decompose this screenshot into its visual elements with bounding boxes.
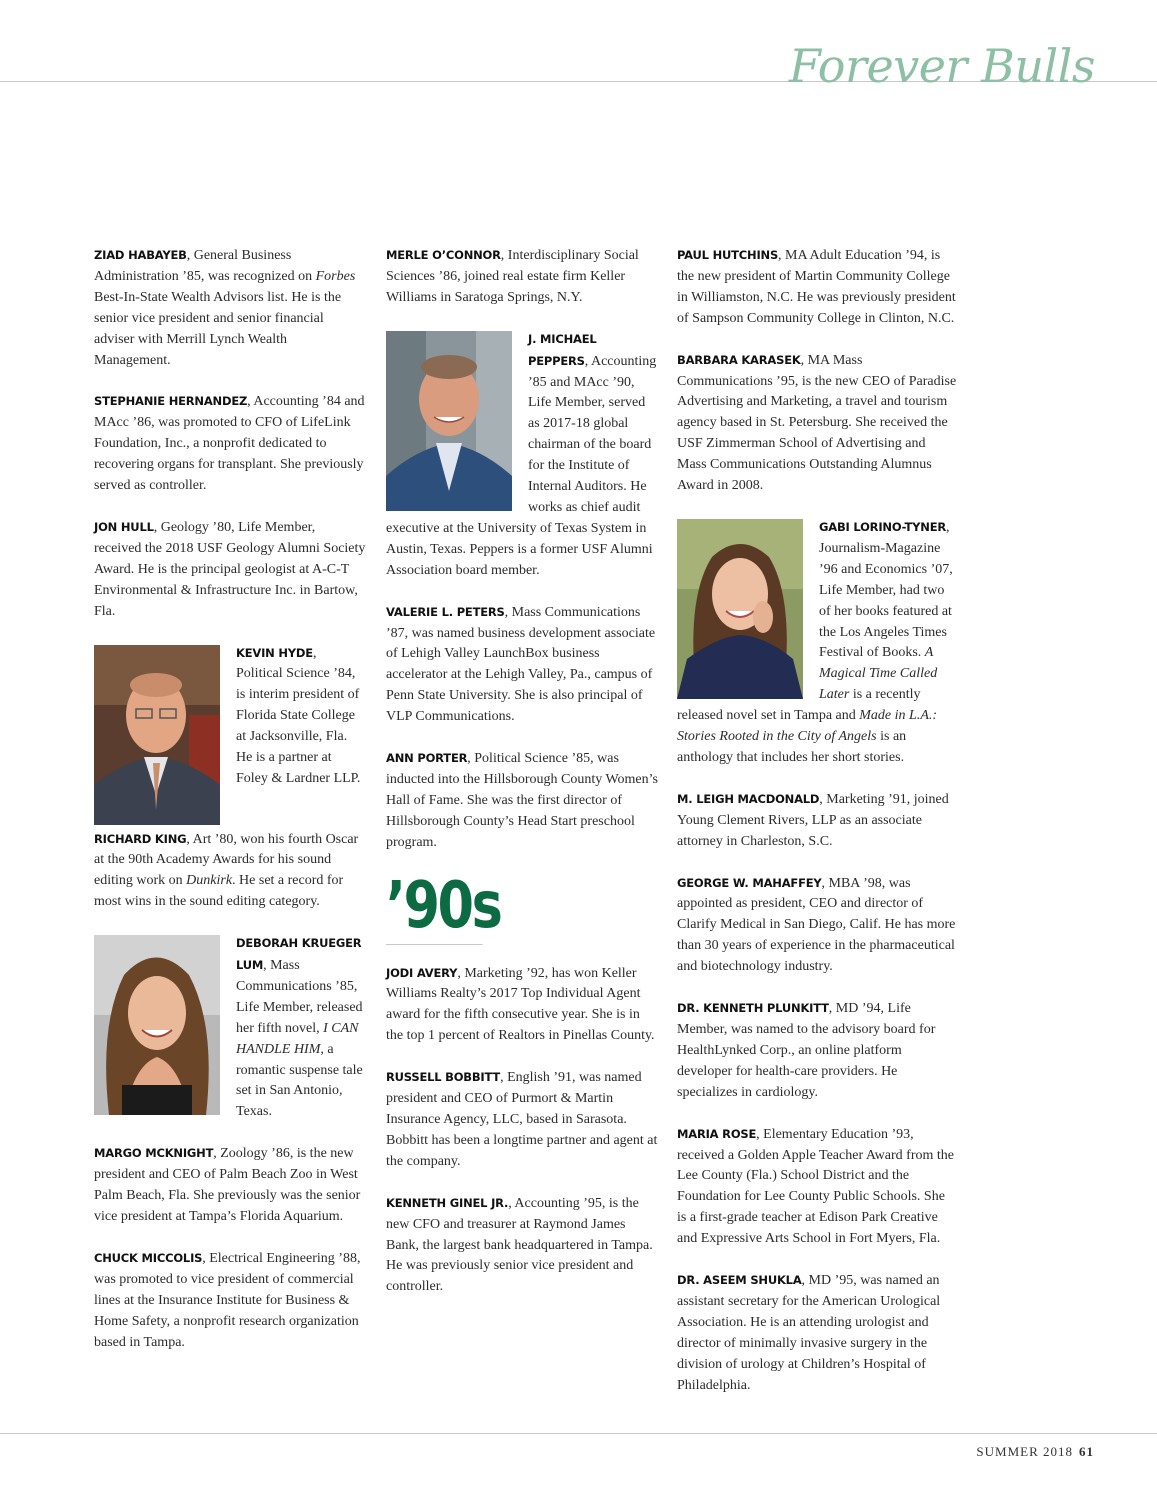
alumni-name: DR. ASEEM SHUKLA xyxy=(677,1273,802,1288)
alumni-entry: ZIAD HABAYEB, General Business Administration ’85, was recognized on Forbes Best-In-State Wealth Advisors list. He is the senior vice president and senior financial adviser with Merrill Lynch Wealth Management. xyxy=(94,248,356,368)
alumni-name: VALERIE L. PETERS xyxy=(386,604,505,619)
alumni-entry: ANN PORTER, Political Science ’85, was inducted into the Hillsborough County Women’s Hall of Fame. She was the first director of Hillsborough County’s Head Start preschool program. xyxy=(386,751,658,850)
alumni-name: GABI LORINO-TYNER xyxy=(819,519,947,534)
alumni-entry: J. MICHAEL PEPPERS, Accounting ’85 and MAcc ’90, Life Member, served as 2017-18 global chairman of the board for the Institute of Internal Auditors. He works as chief audit executive at the University of Texas System in Austin, Texas. Peppers is a former USF Alumni Association board member. xyxy=(386,331,657,578)
alumni-name: RICHARD KING xyxy=(94,831,187,846)
alumni-name: KEVIN HYDE xyxy=(236,645,313,660)
alumni-name: GEORGE W. MAHAFFEY xyxy=(677,875,822,890)
alumni-entry: RICHARD KING, Art ’80, won his fourth Oscar at the 90th Academy Awards for his sound editing work on Dunkirk. He set a record for most wins in the sound editing category. xyxy=(94,831,359,910)
alumni-entry: MARIA ROSE, Elementary Education ’93, received a Golden Apple Teacher Award from the Lee County (Fla.) School District and the Foundation for Lee County Public Schools. She is a first-grade teacher at Edison Park Creative and Expressive Arts School in Fort Myers, Fla. xyxy=(677,1126,954,1247)
alumni-entry: BARBARA KARASEK, MA Mass Communications ’95, is the new CEO of Paradise Advertising and Marketing, a travel and tourism agency based in St. Petersburg. She received the USF Zimmerman School of Advertising and Mass Communications Outstanding Alumnus Award in 2008. xyxy=(677,352,957,494)
alumni-name: PAUL HUTCHINS xyxy=(677,248,779,262)
portrait-photo-deborah-lum xyxy=(94,935,220,1115)
alumni-entry: STEPHANIE HERNANDEZ, Accounting ’84 and MAcc ’86, was promoted to CFO of LifeLink Foundation, Inc., a nonprofit dedicated to recovering organs for transplant. She previously served as controller. xyxy=(94,394,365,494)
alumni-name: DR. KENNETH PLUNKITT xyxy=(677,1001,829,1016)
alumni-name: MARIA ROSE xyxy=(677,1126,757,1141)
alumni-entry: KEVIN HYDE, Political Science ’84, is interim president of Florida State College at Jacksonville, Fla. He is a partner at Foley & Lardner LLP. xyxy=(94,643,366,790)
section-title: Forever Bulls xyxy=(788,39,1095,93)
alumni-entry: MARGO MCKNIGHT, Zoology ’86, is the new president and CEO of Palm Beach Zoo in West Palm Beach, Fla. She previously was the senior vice president at Tampa’s Florida Aquarium. xyxy=(94,1146,361,1224)
alumni-name: JON HULL xyxy=(94,519,154,534)
alumni-name: JODI AVERY xyxy=(386,965,458,980)
column-right xyxy=(677,245,957,1417)
alumni-name: ANN PORTER xyxy=(386,751,468,766)
alumni-entry: GABI LORINO-TYNER, Journalism-Magazine ’96 and Economics ’07, Life Member, had two of her books featured at the Los Angeles Times Festival of Books. A Magical Time Called Later is a recently released novel set in Tampa and Made in L.A.: Stories Rooted in the City of Angels is an anthology that includes her short stories. xyxy=(677,519,953,765)
alumni-entry: CHUCK MICCOLIS, Electrical Engineering ’88, was promoted to vice president of commercial lines at the Insurance Institute for Business & Home Safety, a nonprofit research organization based in Tampa. xyxy=(94,1250,361,1350)
alumni-name: MERLE O’CONNOR xyxy=(386,248,501,262)
alumni-name: BARBARA KARASEK xyxy=(677,352,801,367)
alumni-entry: PAUL HUTCHINS, MA Adult Education ’94, is the new president of Martin Community College in Williamston, N.C. He was previously president of Sampson Community College in Clinton, N.C. xyxy=(677,248,956,326)
decade-heading: ’90s xyxy=(386,868,501,943)
alumni-entry: M. LEIGH MACDONALD, Marketing ’91, joined Young Clement Rivers, LLP as an associate attorney in Charleston, S.C. xyxy=(677,791,949,849)
alumni-name: M. LEIGH MACDONALD xyxy=(677,791,820,806)
alumni-entry: DR. ASEEM SHUKLA, MD ’95, was named an assistant secretary for the American Urological Association. He is an attending urologist and director of minimally invasive surgery in the division of urology at Children’s Hospital of Philadelphia. xyxy=(677,1273,941,1393)
alumni-name: RUSSELL BOBBITT xyxy=(386,1070,501,1085)
alumni-name: CHUCK MICCOLIS xyxy=(94,1250,203,1265)
alumni-entry: GEORGE W. MAHAFFEY, MBA ’98, was appointed as president, CEO and director of Clarify Medical in San Diego, Calif. He has more than 30 years of experience in the pharmaceutical and biotechnology industry. xyxy=(677,875,956,975)
portrait-photo-gabi-lorino-tyner xyxy=(677,519,803,699)
alumni-entry: DR. KENNETH PLUNKITT, MD ’94, Life Member, was named to the advisory board for HealthLynked Corp., an online platform developer for health-care providers. He specializes in cardiology. xyxy=(677,1001,936,1100)
alumni-name: MARGO MCKNIGHT xyxy=(94,1146,214,1161)
alumni-entry: RUSSELL BOBBITT, English ’91, was named president and CEO of Purmort & Martin Insurance Agency, LLC, based in Sarasota. Bobbitt has been a longtime partner and agent at the company. xyxy=(386,1070,658,1169)
column-middle xyxy=(386,245,658,1318)
alumni-name: J. MICHAEL PEPPERS xyxy=(528,331,597,368)
page-footer xyxy=(976,1444,1094,1460)
column-left xyxy=(94,245,366,1373)
alumni-name: ZIAD HABAYEB xyxy=(94,248,187,262)
portrait-photo-michael-peppers xyxy=(386,331,512,511)
footer-divider xyxy=(0,1433,1157,1434)
alumni-entry: VALERIE L. PETERS, Mass Communications ’87, was named business development associate of Lehigh Valley LaunchBox business accelerator at the Lehigh Valley, Pa., campus of Penn State University. She is also principal of VLP Communications. xyxy=(386,604,656,725)
alumni-name: KENNETH GINEL JR. xyxy=(386,1195,509,1210)
alumni-name: DEBORAH KRUEGER LUM xyxy=(236,936,362,973)
alumni-entry: KENNETH GINEL JR., Accounting ’95, is the new CFO and treasurer at Raymond James Bank, the largest bank headquartered in Tampa. He was previously senior vice president and controller. xyxy=(386,1195,653,1295)
issue-label: SUMMER 2018 xyxy=(976,1444,1073,1459)
alumni-entry: DEBORAH KRUEGER LUM, Mass Communications ’85, Life Member, released her fifth novel, I CAN HANDLE HIM, a romantic suspense tale set in San Antonio, Texas. xyxy=(94,933,366,1123)
alumni-name: STEPHANIE HERNANDEZ xyxy=(94,394,248,409)
alumni-entry: MERLE O’CONNOR, Interdisciplinary Social Sciences ’86, joined real estate firm Keller Williams in Saratoga Springs, N.Y. xyxy=(386,248,639,305)
portrait-photo-kevin-hyde xyxy=(94,645,220,825)
alumni-entry: JON HULL, Geology ’80, Life Member, received the 2018 USF Geology Alumni Society Award. He is the principal geologist at A-C-T Environmental & Infrastructure Inc. in Bartow, Fla. xyxy=(94,519,366,619)
alumni-entry: JODI AVERY, Marketing ’92, has won Keller Williams Realty’s 2017 Top Individual Agent award for the fifth consecutive year. She is in the top 1 percent of Realtors in Pinellas County. xyxy=(386,965,655,1044)
page-number: 61 xyxy=(1079,1444,1094,1459)
